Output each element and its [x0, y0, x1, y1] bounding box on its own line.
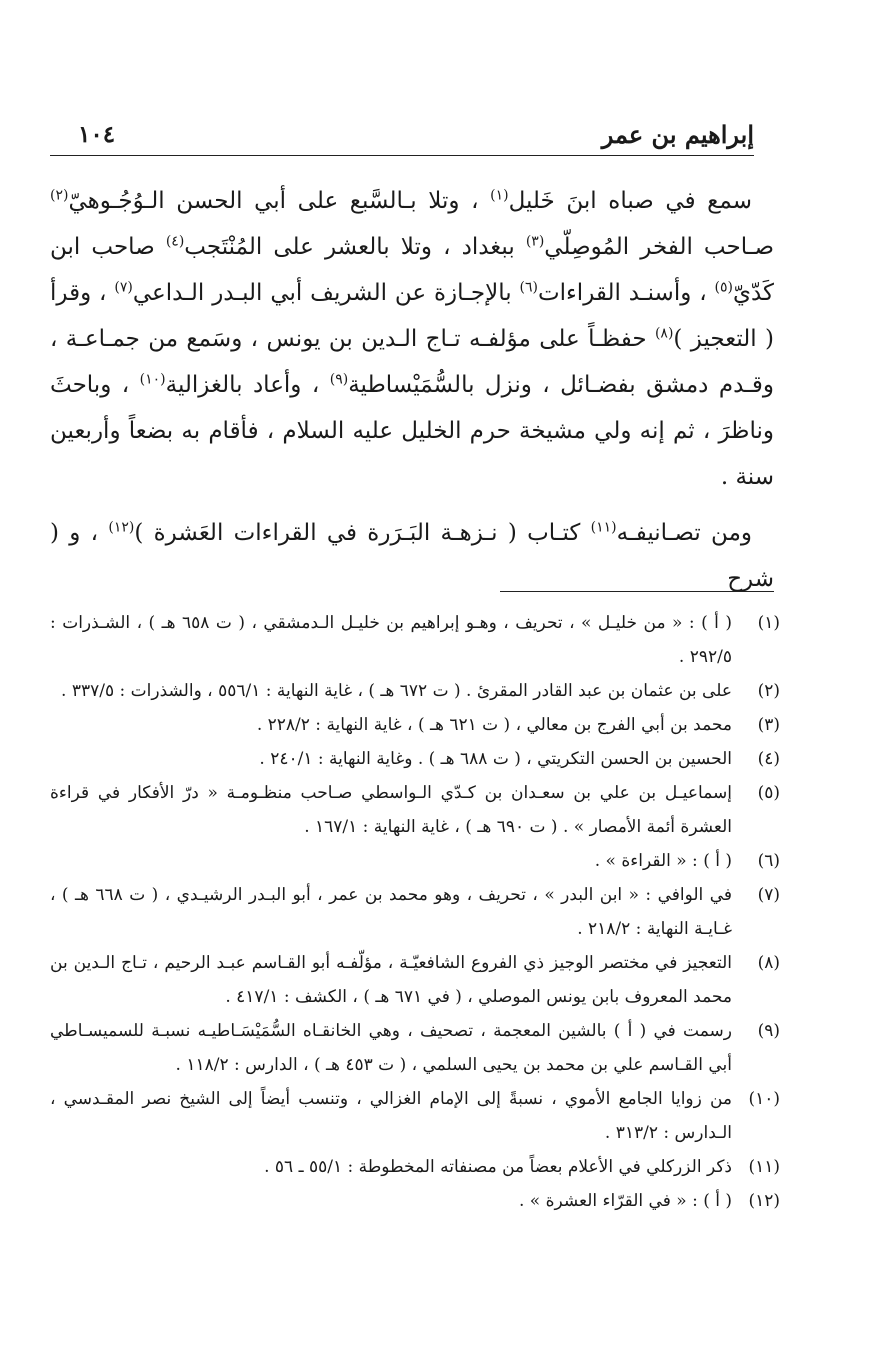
footnote-number: (٢) [757, 681, 780, 701]
footnote [50, 776, 780, 844]
footnote-text: رسمت في ( أ ) بالشين المعجمة ، تصحيف ، وهي الخانقـاه السُّمَيْسَـاطيـه نسبـة للسميسـاطي أبي القـاسم علي بن محمد بن يحيى السلمي ، ( ت ٤٥٣ هـ ) ، الدارس : ١١٨/٢ . [50, 1021, 732, 1075]
page-number: ١٠٤ [78, 121, 116, 148]
footnote [50, 946, 780, 1014]
page-header [78, 118, 754, 154]
paragraph-1 [50, 178, 774, 500]
footnote-text: الحسين بن الحسن التكريتي ، ( ت ٦٨٨ هـ ) . وغاية النهاية : ٢٤٠/١ . [259, 749, 732, 769]
footnote-ref-4: (٤) [165, 233, 185, 250]
footnote-ref-7: (٧) [114, 279, 133, 296]
footnote-ref-8: (٨) [654, 325, 674, 342]
footnote-text: إسماعيـل بن علي بن سعـدان بن كـدّي الـواسطي صـاحب منظـومـة « درّ الأفكار في قراءة العشرة أئمة الأمصار » . ( ت ٦٩٠ هـ ) ، غاية النهاية : ١٦٧/١ . [50, 783, 732, 837]
footnote-number: (٦) [757, 851, 780, 871]
text-run: ، وتلا بـالسَّبع على أبي الحسن الـوُجُـوهيّ [68, 188, 491, 214]
footnotes [50, 606, 780, 1218]
text-run: سمع في صباه ابنَ خَليل [508, 188, 752, 214]
running-title: إبراهيم بن عمر [601, 120, 754, 149]
header-rule [50, 155, 754, 156]
footnote-number: (٣) [757, 715, 780, 735]
footnote-ref-11: (١١) [590, 519, 617, 536]
footnote [50, 708, 780, 742]
footnote-text: ( أ ) : « في القرّاء العشرة » . [518, 1191, 732, 1211]
footnote-number: (٨) [757, 953, 780, 973]
footnote [50, 1014, 780, 1082]
footnote-text: على بن عثمان بن عبد القادر المقرئ . ( ت ٦٧٢ هـ ) ، غاية النهاية : ٥٥٦/١ ، والشذرات : ٣٣٧/٥ . [61, 681, 732, 701]
footnote-number: (٤) [757, 749, 780, 769]
footnote [50, 1082, 780, 1150]
text-run: ، وأسنـد القراءات [537, 280, 715, 306]
text-run: ببغداد ، وتلا بالعشر على المُنْتَجب [184, 234, 526, 260]
footnote-ref-3: (٣) [525, 233, 545, 250]
footnote-ref-5: (٥) [714, 279, 733, 296]
footnote-ref-9: (٩) [329, 371, 349, 388]
text-run: كتـاب ( نـزهـة البَـرَرة في القراءات العَشرة ) [134, 520, 591, 546]
text-run: ، وقرأ ( التعجيز ) [50, 280, 775, 352]
footnote-ref-12: (١٢) [108, 519, 135, 536]
paragraph-2 [50, 510, 774, 602]
footnote [50, 844, 780, 878]
footnote-number: (١) [757, 613, 780, 633]
footnote-text: ( أ ) : « من خليـل » ، تحريف ، وهـو إبراهيم بن خليـل الـدمشقي ، ( ت ٦٥٨ هـ ) ، الشـذرات : ٢٩٢/٥ . [50, 613, 732, 667]
text-run: بالإجـازة عن الشريف أبي البـدر الـداعي [132, 280, 520, 306]
footnote-rule [500, 591, 774, 592]
text-run: ، و ( شرح [50, 520, 774, 592]
footnote-text: التعجيز في مختصر الوجيز ذي الفروع الشافعيّـة ، مؤلّفـه أبو القـاسم عبـد الرحيم ، تـاج الـدين بن محمد المعروف بابن يونس الموصلي ، ( في ٦٧١ هـ ) ، الكشف : ٤١٧/١ . [50, 953, 732, 1007]
footnote [50, 742, 780, 776]
footnote-ref-6: (٦) [519, 279, 538, 296]
footnote-ref-10: (١٠) [139, 371, 166, 388]
footnote-number: (١٢) [748, 1191, 780, 1211]
footnote [50, 1184, 780, 1218]
footnote-number: (٥) [757, 783, 780, 803]
footnote-text: محمد بن أبي الفرج بن معالي ، ( ت ٦٢١ هـ ) ، غاية النهاية : ٢٢٨/٢ . [256, 715, 732, 735]
footnote [50, 606, 780, 674]
footnote-text: ( أ ) : « القراءة » . [594, 851, 732, 871]
footnote-text: ذكر الزركلي في الأعلام بعضاً من مصنفاته المخطوطة : ٥٥/١ ـ ٥٦ . [264, 1157, 732, 1177]
footnote-text: من زوايا الجامع الأموي ، نسبةً إلى الإمام الغزالي ، وتنسب أيضاً إلى الشيخ نصر المقـدسي ، الـدارس : ٣١٣/٢ . [50, 1089, 732, 1143]
footnote-text: في الوافي : « ابن البدر » ، تحريف ، وهو محمد بن عمر ، أبو البـدر الرشيـدي ، ( ت ٦٦٨ هـ ) ، غـايـة النهاية : ٢١٨/٢ . [50, 885, 732, 939]
text-run: ، وأعاد بالغزالية [165, 372, 330, 398]
text-run: صاحب ابن كَدّيّ [50, 234, 774, 306]
footnote-number: (١٠) [748, 1089, 780, 1109]
text-run: ومن تصـانيفـه [616, 520, 752, 546]
text-run: صـاحب الفخر المُوصِلّي [544, 234, 775, 260]
footnote-ref-2: (٢) [50, 187, 69, 204]
text-run: حفظـاً على مؤلفـه تـاج الـدين بن يونس ، وسَمع من جمـاعـة ، وقـدم دمشق بفضـائل ، ونزل بالسُّمَيْساطية [50, 326, 774, 398]
footnote-number: (٩) [757, 1021, 780, 1041]
text-run: ، وباحثَ وناظرَ ، ثم إنه ولي مشيخة حرم الخليل عليه السلام ، فأقام به بضعاً وأربعين سنة . [50, 372, 774, 490]
footnote [50, 1150, 780, 1184]
footnote-ref-1: (١) [490, 187, 509, 204]
footnote [50, 674, 780, 708]
footnote-number: (٧) [757, 885, 780, 905]
main-text [50, 178, 774, 602]
footnote [50, 878, 780, 946]
footnote-number: (١١) [748, 1157, 780, 1177]
